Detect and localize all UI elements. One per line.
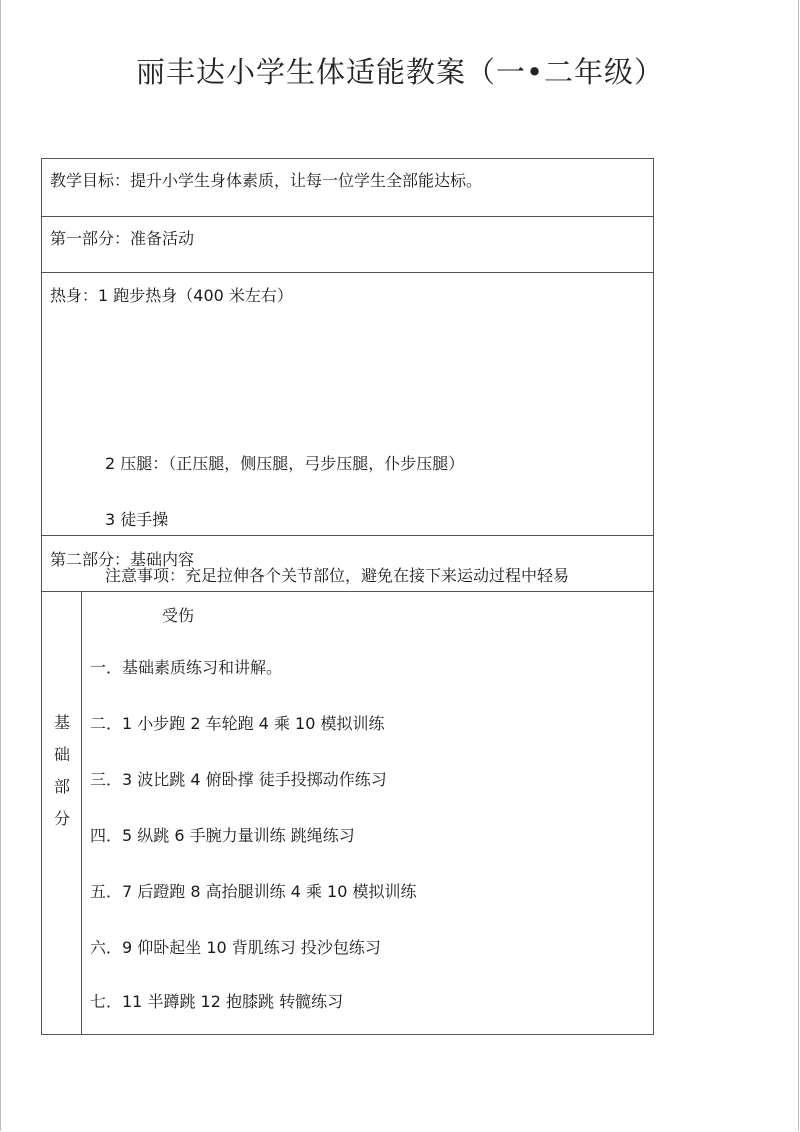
part2-heading: 第二部分：基础内容 (50, 550, 195, 569)
basic-items-column (82, 592, 653, 1034)
basic-item: 四．5 纵跳 6 手腕力量训练 跳绳练习 (90, 826, 355, 845)
document-title: 丽丰达小学生体适能教案（一•二年级） (135, 55, 665, 89)
warmup-note-line-1: 注意事项：充足拉伸各个关节部位，避免在接下来运动过程中轻易 (105, 566, 570, 585)
basic-side-column (42, 592, 82, 1034)
objective-row (42, 159, 653, 217)
basic-item: 七．11 半蹲跳 12 抱膝跳 转髋练习 (90, 992, 344, 1011)
side-label-char: 部 (53, 777, 70, 796)
warmup-line-3: 3 徒手操 (105, 510, 169, 529)
warmup-line-2: 2 压腿：（正压腿，侧压腿，弓步压腿，仆步压腿） (105, 454, 465, 473)
basic-content-row (42, 592, 653, 1034)
side-label-char: 分 (53, 809, 70, 828)
basic-side-label (42, 707, 82, 835)
objective-text: 教学目标：提升小学生身体素质，让每一位学生全部能达标。 (50, 171, 483, 190)
part1-heading: 第一部分：准备活动 (50, 229, 195, 248)
part1-row (42, 217, 653, 273)
basic-item: 五．7 后蹬跑 8 高抬腿训练 4 乘 10 模拟训练 (90, 882, 417, 901)
lesson-plan-table (41, 158, 654, 1035)
basic-item: 一．基础素质练习和讲解。 (90, 658, 283, 677)
basic-item: 六．9 仰卧起坐 10 背肌练习 投沙包练习 (90, 938, 381, 957)
basic-item: 三．3 波比跳 4 俯卧撑 徒手投掷动作练习 (90, 770, 387, 789)
warmup-line-1: 热身：1 跑步热身（400 米左右） (50, 286, 293, 305)
side-label-char: 基 (53, 713, 70, 732)
side-label-char: 础 (53, 745, 70, 764)
basic-item: 二．1 小步跑 2 车轮跑 4 乘 10 模拟训练 (90, 714, 385, 733)
warmup-note-line-2: 受伤 (162, 606, 195, 625)
